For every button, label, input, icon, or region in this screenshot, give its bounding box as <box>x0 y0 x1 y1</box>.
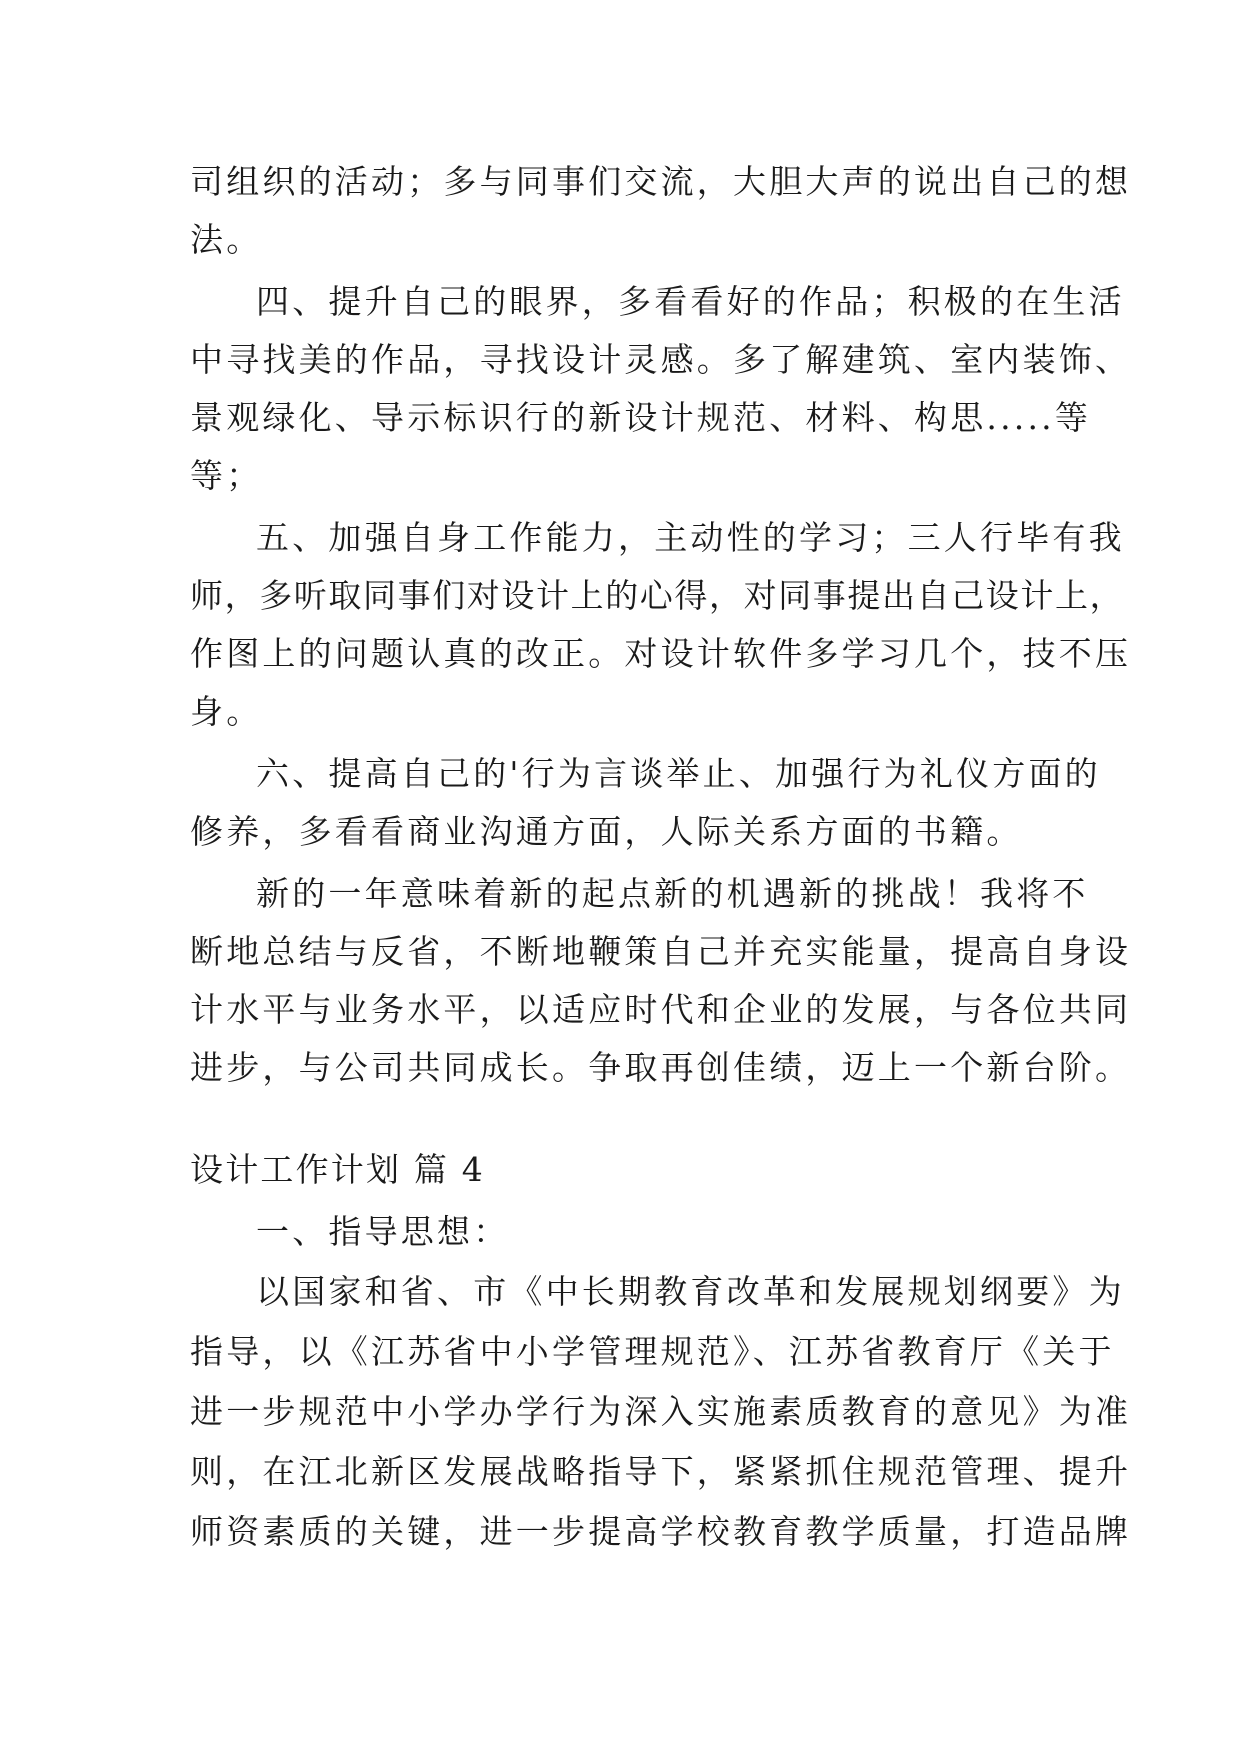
text-line: 则，在江北新区发展战略指导下，紧紧抓住规范管理、提升 <box>190 1452 1132 1491</box>
text-line: 景观绿化、导示标识行的新设计规范、材料、构思.....等 <box>190 398 1092 437</box>
text-line: 修养，多看看商业沟通方面，人际关系方面的书籍。 <box>190 812 1023 851</box>
text-line: 作图上的问题认真的改正。对设计软件多学习几个，技不压 <box>190 634 1132 673</box>
text-line: 进一步规范中小学办学行为深入实施素质教育的意见》为准 <box>190 1392 1132 1431</box>
text-line: 计水平与业务水平，以适应时代和企业的发展，与各位共同 <box>190 990 1132 1029</box>
section-heading: 设计工作计划 篇 4 <box>190 1150 485 1189</box>
text-line: 一、指导思想： <box>256 1212 510 1251</box>
text-line: 断地总结与反省，不断地鞭策自己并充实能量，提高自身设 <box>190 932 1132 971</box>
text-line: 师，多听取同事们对设计上的心得，对同事提出自己设计上， <box>190 576 1125 615</box>
text-line: 五、加强自身工作能力，主动性的学习；三人行毕有我 <box>256 518 1125 557</box>
text-line: 以国家和省、市《中长期教育改革和发展规划纲要》为 <box>256 1272 1125 1311</box>
text-line: 身。 <box>190 692 263 731</box>
text-line: 法。 <box>190 220 263 259</box>
text-line: 六、提高自己的'行为言谈举止、加强行为礼仪方面的 <box>256 754 1101 793</box>
text-line: 师资素质的关键，进一步提高学校教育教学质量，打造品牌 <box>190 1512 1132 1551</box>
text-line: 新的一年意味着新的起点新的机遇新的挑战！我将不 <box>256 874 1089 913</box>
text-line: 四、提升自己的眼界，多看看好的作品；积极的在生活 <box>256 282 1125 321</box>
text-line: 中寻找美的作品，寻找设计灵感。多了解建筑、室内装饰、 <box>190 340 1132 379</box>
text-line: 进步，与公司共同成长。争取再创佳绩，迈上一个新台阶。 <box>190 1048 1132 1087</box>
text-line: 等； <box>190 456 263 495</box>
text-line: 指导，以《江苏省中小学管理规范》、江苏省教育厅《关于 <box>190 1332 1115 1371</box>
text-line: 司组织的活动；多与同事们交流，大胆大声的说出自己的想 <box>190 162 1132 201</box>
